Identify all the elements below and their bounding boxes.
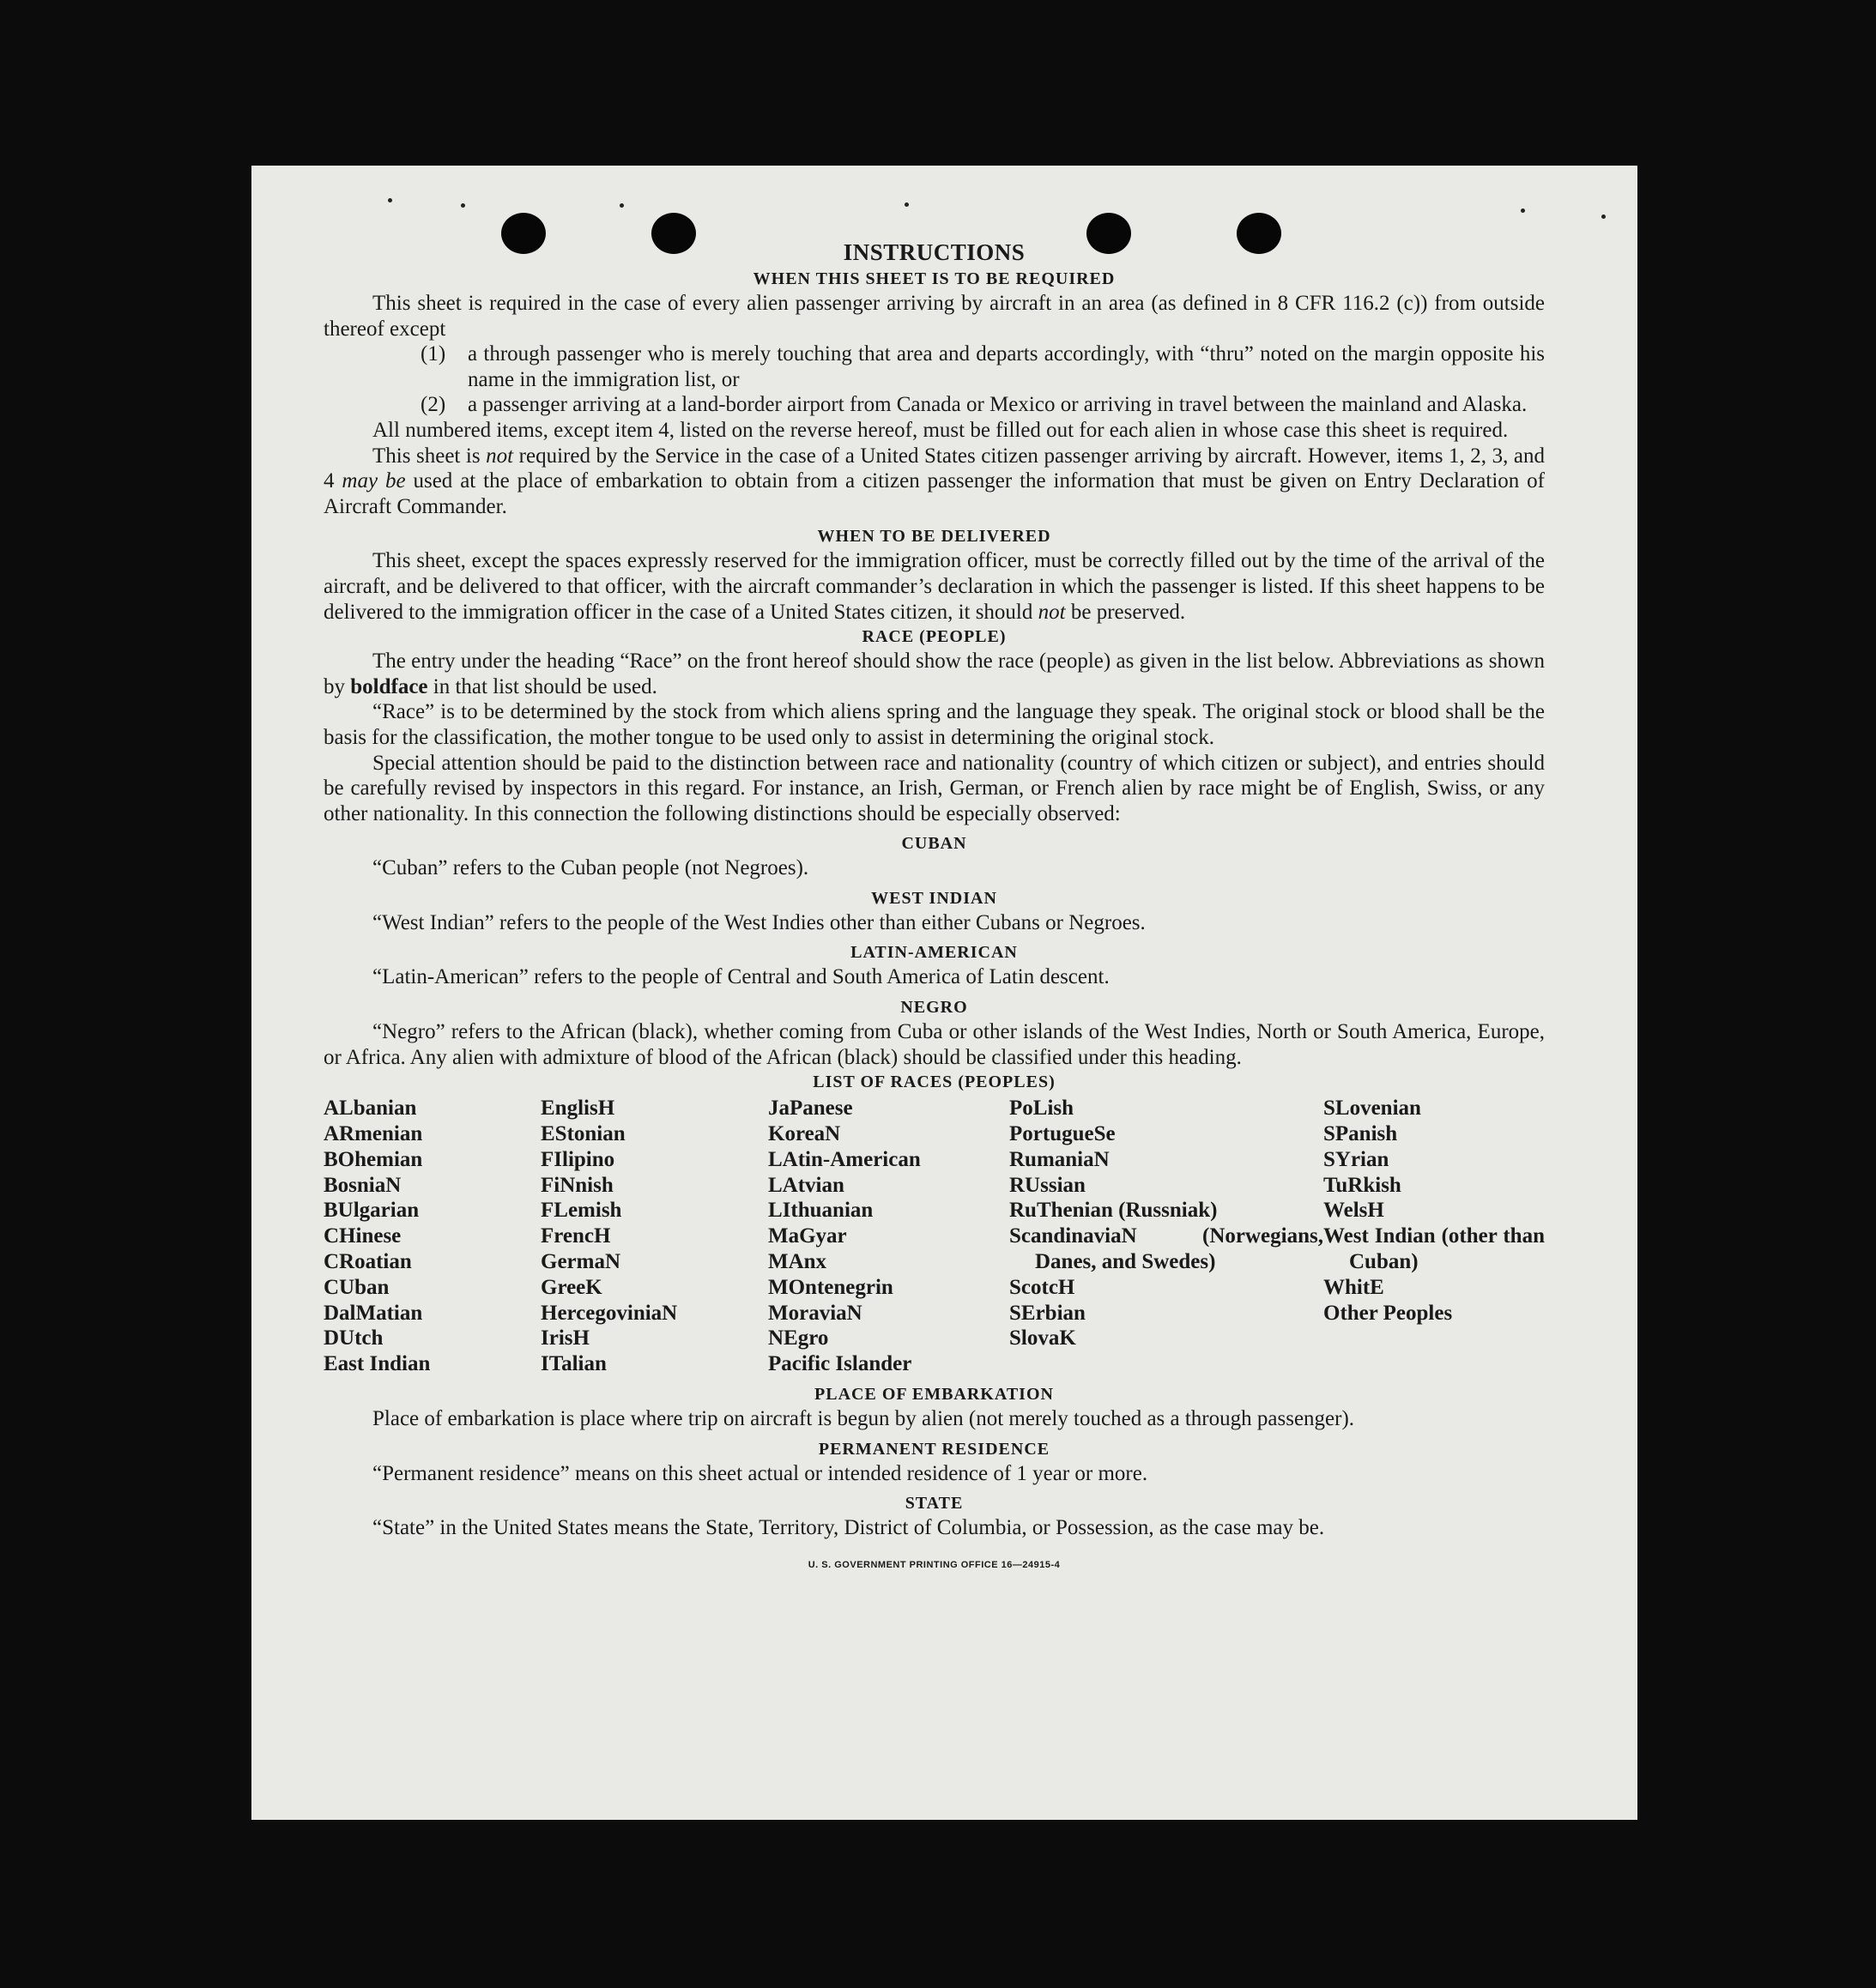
section-heading: WHEN THIS SHEET IS TO BE REQUIRED (753, 269, 1116, 288)
race-entry: MoraviaN (768, 1301, 862, 1325)
paragraph: The entry under the heading “Race” on the front hereof should show the race (people) as given in the list below. Abbreviations as shown by boldface in that list should be used. (324, 650, 1545, 698)
section-heading: LIST OF RACES (PEOPLES) (813, 1073, 1056, 1092)
race-entry: LAtin-American (768, 1147, 921, 1171)
race-entry: TuRkish (1323, 1173, 1401, 1197)
printer-imprint: U. S. GOVERNMENT PRINTING OFFICE 16—24915-4 (808, 1559, 1061, 1570)
race-entry: DUtch (324, 1326, 384, 1351)
race-entry: RUssian (1009, 1173, 1086, 1197)
race-entry: ScandinaviaN (Norwegians, Danes, and Swedes) (1009, 1224, 1323, 1274)
list-item (324, 341, 1545, 392)
list-item (324, 392, 1545, 418)
race-entry: East Indian (324, 1352, 431, 1376)
section-heading: CUBAN (901, 834, 967, 854)
race-entry: West Indian (other than Cuban) (1323, 1224, 1545, 1274)
race-column (768, 1096, 1009, 1377)
section-heading: PLACE OF EMBARKATION (814, 1385, 1054, 1405)
section-heading: WEST INDIAN (871, 888, 997, 908)
race-entry: GreeK (541, 1275, 602, 1299)
race-entry: FLemish (541, 1199, 622, 1223)
race-entry: Pacific Islander (768, 1352, 912, 1376)
race-column (1323, 1096, 1545, 1377)
race-entry: RuThenian (Russniak) (1009, 1199, 1218, 1223)
page-title: INSTRUCTIONS (843, 239, 1026, 265)
race-entry: SlovaK (1009, 1326, 1076, 1351)
section-heading: RACE (PEOPLE) (862, 627, 1007, 647)
race-entry: Other Peoples (1323, 1301, 1453, 1325)
race-entry: ITalian (541, 1352, 607, 1376)
race-entry: MOntenegrin (768, 1275, 893, 1299)
section-heading: STATE (905, 1494, 964, 1514)
paragraph: “West Indian” refers to the people of the West Indies other than either Cubans or Negroes. (372, 910, 1146, 934)
race-entry: ScotcH (1009, 1275, 1075, 1299)
race-entry: FiNnish (541, 1173, 614, 1197)
paragraph: This sheet is required in the case of every alien passenger arriving by aircraft in an area (as defined in 8 CFR 116.2 (c)) from outside thereof except (324, 292, 1545, 341)
race-entry: SErbian (1009, 1301, 1086, 1325)
race-entry: PoLish (1009, 1097, 1074, 1121)
paragraph: All numbered items, except item 4, listed on the reverse hereof, must be filled out for each alien in whose case this sheet is required. (372, 418, 1509, 442)
race-entry: LIthuanian (768, 1199, 874, 1223)
document-sheet (251, 166, 1637, 1820)
race-entry: WelsH (1323, 1199, 1384, 1223)
race-entry: CHinese (324, 1224, 402, 1248)
paragraph: “Race” is to be determined by the stock from which aliens spring and the language they speak. The original stock or blood shall be the basis for the classification, the mother tongue to be used only to assist in determining the original stock. (324, 700, 1545, 749)
race-entry: BosniaN (324, 1173, 402, 1197)
race-column (324, 1096, 541, 1377)
race-entry: PortugueSe (1009, 1122, 1116, 1146)
race-entry: SLovenian (1323, 1097, 1421, 1121)
speck (1521, 208, 1525, 213)
race-entry: MAnx (768, 1250, 827, 1274)
paragraph: “Permanent residence” means on this sheet actual or intended residence of 1 year or more. (372, 1461, 1148, 1485)
speck (1601, 215, 1606, 219)
race-entry: JaPanese (768, 1097, 853, 1121)
race-entry: KoreaN (768, 1122, 841, 1146)
race-entry: SYrian (1323, 1147, 1389, 1171)
section-heading: WHEN TO BE DELIVERED (817, 527, 1051, 547)
section-heading: NEGRO (900, 998, 968, 1018)
instructions-content (324, 238, 1545, 1578)
race-entry: HercegoviniaN (541, 1301, 678, 1325)
speck (905, 202, 909, 207)
paragraph: “Latin-American” refers to the people of Central and South America of Latin descent. (372, 965, 1110, 989)
race-entry: ALbanian (324, 1097, 417, 1121)
section-heading: LATIN-AMERICAN (850, 943, 1018, 963)
paragraph: “State” in the United States means the State, Territory, District of Columbia, or Possession, as the case may be. (372, 1516, 1325, 1540)
race-entry: MaGyar (768, 1224, 847, 1248)
item-text: a passenger arriving at a land-border airport from Canada or Mexico or arriving in travel between the mainland and Alaska. (468, 393, 1528, 417)
item-text: a through passenger who is merely touching that area and departs accordingly, with “thru” noted on the margin opposite his name in the immigration list, or (468, 342, 1545, 391)
speck (388, 198, 392, 202)
race-entry: IrisH (541, 1326, 590, 1351)
race-entry: FrencH (541, 1224, 611, 1248)
paragraph: Place of embarkation is place where trip on aircraft is begun by alien (not merely touched as a through passenger). (372, 1407, 1355, 1431)
race-entry: CUban (324, 1275, 390, 1299)
race-entry: GermaN (541, 1250, 621, 1274)
paragraph: “Negro” refers to the African (black), whether coming from Cuba or other islands of the West Indies, North or South America, Europe, or Africa. Any alien with admixture of blood of the African (black) should be classified under this heading. (324, 1020, 1545, 1069)
item-number: (1) (421, 342, 446, 366)
race-entry: ARmenian (324, 1122, 423, 1146)
section-heading: PERMANENT RESIDENCE (818, 1439, 1050, 1459)
race-entry: CRoatian (324, 1250, 412, 1274)
race-column (1009, 1096, 1323, 1377)
race-entry: EnglisH (541, 1097, 615, 1121)
race-entry: DalMatian (324, 1301, 423, 1325)
speck (620, 203, 624, 208)
item-number: (2) (421, 393, 446, 417)
race-entry: SPanish (1323, 1122, 1398, 1146)
race-entry: EStonian (541, 1122, 626, 1146)
race-entry: BOhemian (324, 1147, 423, 1171)
paragraph: Special attention should be paid to the distinction between race and nationality (country of which citizen or subject), and entries should be carefully revised by inspectors in this regard. For instance, an Irish, German, or French alien by race might be of English, Swiss, or any other nationality. In this connection the following distinctions should be especially observed: (324, 751, 1545, 825)
race-entry: NEgro (768, 1326, 829, 1351)
race-entry: LAtvian (768, 1173, 844, 1197)
race-entry: RumaniaN (1009, 1147, 1110, 1171)
race-entry: BUlgarian (324, 1199, 420, 1223)
race-entry: FIlipino (541, 1147, 615, 1171)
paragraph: This sheet, except the spaces expressly reserved for the immigration officer, must be correctly filled out by the time of the arrival of the aircraft, and be delivered to that officer, with the aircraft commander’s declaration in which the passenger is listed. If this sheet happens to be delivered to the immigration officer in the case of a United States citizen, it should not be preserved. (324, 549, 1545, 624)
race-column (541, 1096, 768, 1377)
race-list (324, 1096, 1545, 1377)
speck (461, 203, 465, 208)
paragraph: “Cuban” refers to the Cuban people (not Negroes). (372, 856, 809, 880)
race-entry: WhitE (1323, 1275, 1384, 1299)
paragraph: This sheet is not required by the Service in the case of a United States citizen passenger arriving by aircraft. However, items 1, 2, 3, and 4 may be used at the place of embarkation to obtain from a citizen passenger the information that must be given on Entry Declaration of Aircraft Commander. (324, 444, 1546, 518)
